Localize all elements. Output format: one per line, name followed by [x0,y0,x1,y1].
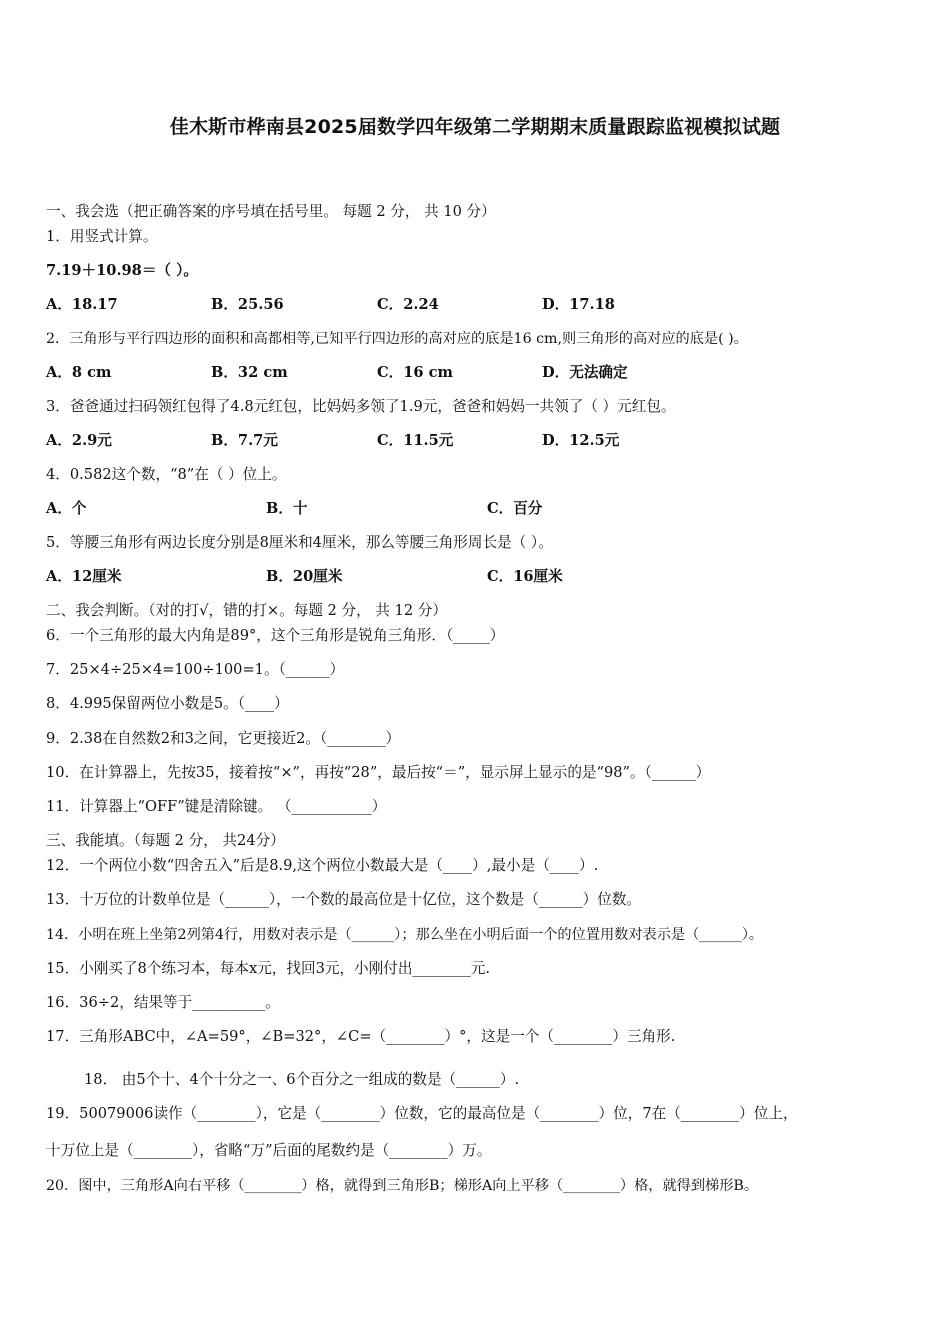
q3-option-d: D．12.5元 [542,432,620,449]
q2-option-d: D．无法确定 [542,364,628,381]
section-2-heading: 二、我会判断。（对的打√，错的打×。每题 2 分， 共 12 分） [46,602,447,619]
q7: 7．25×4÷25×4=100÷100=1。（______） [46,661,345,678]
section-3-heading: 三、我能填。（每题 2 分， 共24分） [46,832,285,849]
q6: 6．一个三角形的最大内角是89°，这个三角形是锐角三角形．（_____） [46,627,505,644]
q13: 13．十万位的计数单位是（______），一个数的最高位是十亿位，这个数是（______）位数。 [46,891,642,908]
q10: 10．在计算器上，先按35，接着按“×”，再按“28”，最后按“＝”，显示屏上显示的是“98”。（______） [46,764,711,781]
q2-option-a: A．8 cm [46,364,112,381]
q1-option-d: D．17.18 [542,296,615,313]
q2-option-c: C．16 cm [377,364,453,381]
q5-option-b: B．20厘米 [266,568,343,585]
q5-option-c: C．16厘米 [487,568,563,585]
q19-line-1: 19．50079006读作（________），它是（________）位数，它的最高位是（________）位，7在（________）位上， [46,1105,798,1122]
q4-option-a: A．个 [46,500,87,517]
q1-option-b: B．25.56 [211,296,284,313]
q4-option-b: B．十 [266,500,308,517]
q18: 18． 由5个十、4个十分之一、6个百分之一组成的数是（______）. [84,1071,520,1088]
q3-stem: 3．爸爸通过扫码领红包得了4.8元红包，比妈妈多领了1.9元，爸爸和妈妈一共领了（ ）元红包。 [46,398,676,415]
q2-stem: 2．三角形与平行四边形的面积和高都相等,已知平行四边形的高对应的底是16 cm,则三角形的高对应的底是( )。 [46,331,748,347]
section-1-heading: 一、我会选（把正确答案的序号填在括号里。 每题 2 分， 共 10 分） [46,203,496,220]
q1-option-a: A．18.17 [46,296,118,313]
page-title: 佳木斯市桦南县2025届数学四年级第二学期期末质量跟踪监视模拟试题 [169,116,781,138]
q3-option-c: C．11.5元 [377,432,454,449]
q19-line-2: 十万位上是（________），省略“万”后面的尾数约是（________）万。 [46,1142,492,1159]
q4-option-c: C．百分 [487,500,543,517]
q8: 8．4.995保留两位小数是5。（____） [46,695,289,712]
q16: 16．36÷2，结果等于__________。 [46,994,280,1011]
q2-option-b: B．32 cm [211,364,288,381]
q12: 12．一个两位小数“四舍五入”后是8.9,这个两位小数最大是（____）,最小是（____）. [46,857,599,874]
q4-stem: 4．0.582这个数，“8”在（ ）位上。 [46,466,287,483]
q3-option-b: B．7.7元 [211,432,278,449]
q5-option-a: A．12厘米 [46,568,122,585]
q17: 17．三角形ABC中，∠A=59°，∠B=32°，∠C=（________）°，这是一个（________）三角形. [46,1028,676,1045]
q1-option-c: C．2.24 [377,296,439,313]
q15: 15．小刚买了8个练习本，每本x元，找回3元，小刚付出________元. [46,960,491,977]
q11: 11．计算器上“OFF”键是清除键。 （___________） [46,798,387,815]
q3-option-a: A．2.9元 [46,432,112,449]
q9: 9．2.38在自然数2和3之间，它更接近2。（________） [46,730,401,747]
q1-stem: 1．用竖式计算。 [46,228,158,245]
q5-stem: 5．等腰三角形有两边长度分别是8厘米和4厘米，那么等腰三角形周长是（ ）。 [46,534,553,551]
q1-expression: 7.19＋10.98＝（ ）。 [46,262,198,279]
q20: 20．图中，三角形A向右平移（________）格，就得到三角形B；梯形A向上平移（________）格，就得到梯形B。 [46,1178,759,1194]
q14: 14．小明在班上坐第2列第4行，用数对表示是（______）；那么坐在小明后面一个的位置用数对表示是（______）。 [46,927,764,943]
